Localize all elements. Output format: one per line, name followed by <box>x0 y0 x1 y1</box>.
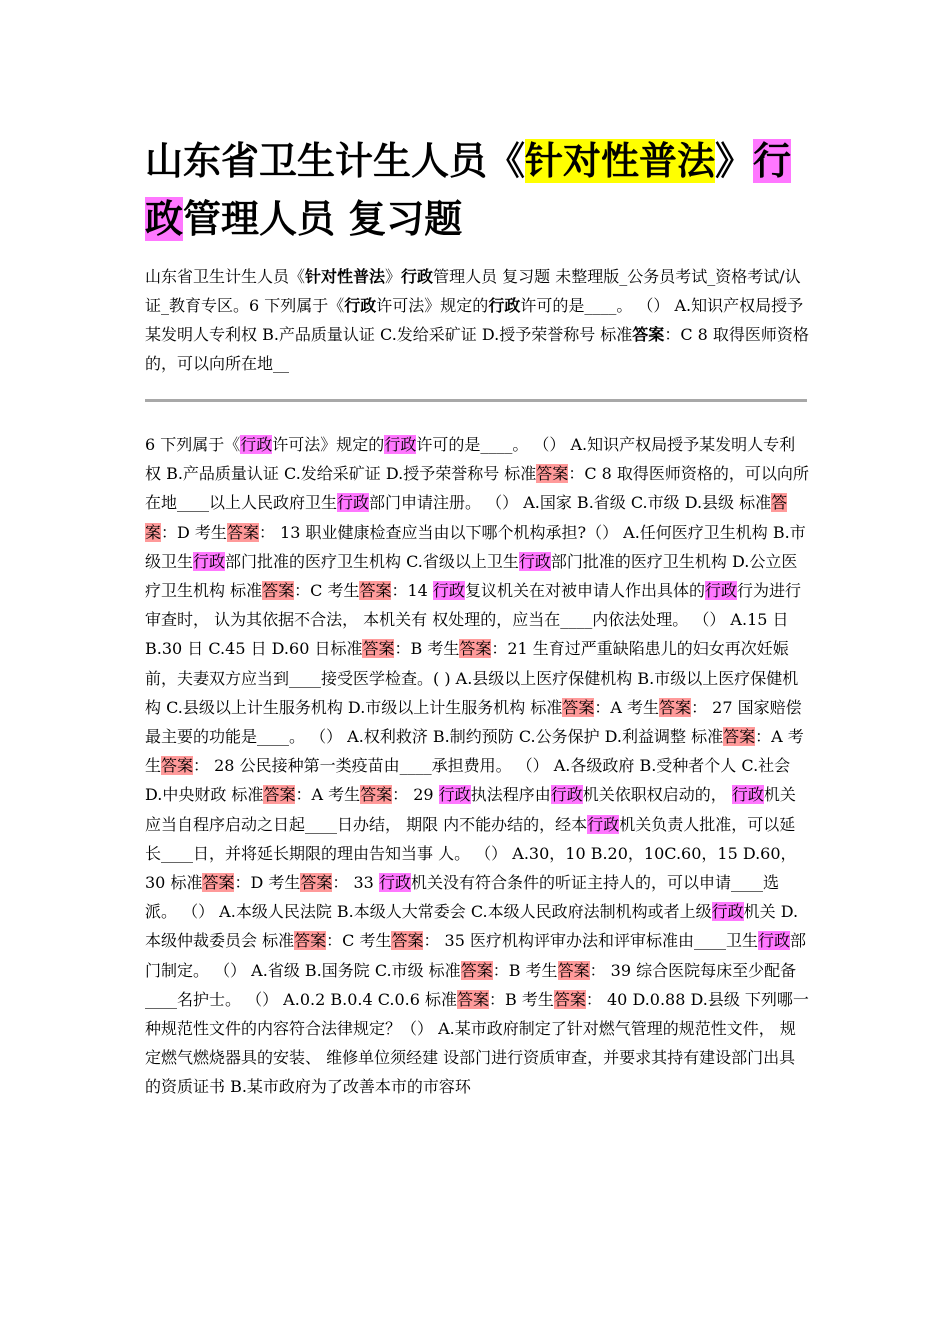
text-run: 部门申请注册。 （） A.国家 B.省级 C.市级 D.县级 标准 <box>369 493 772 513</box>
text-run: ：C 8 取得医师资格的，可以向所在地____以上人民政府卫生 <box>145 464 809 513</box>
text-run: ：C 考生 <box>294 581 360 601</box>
text-run: 6 下列属于《 <box>145 435 241 454</box>
highlight-keyword: 答案 <box>263 785 296 805</box>
highlight-keyword: 行政 <box>704 581 737 601</box>
text-run: ：C 8 取得医师资格的，可以向所在地__ <box>145 325 809 373</box>
text-run: ：D 考生 <box>234 873 301 893</box>
text-run: ：D 考生 <box>161 522 227 542</box>
text-run: 机关负责人批准，可以延长____日，并将延长期限的理由告知当事 人。 （） A.30，10 B.20，10C.60，15 D.60，30 标准 <box>145 814 797 893</box>
highlight-keyword: 答案 <box>360 785 393 805</box>
text-run: 山东省卫生计生人员《 <box>145 267 306 286</box>
text-run: 许可的是____。 （） A.知识产权局授予某发明人专利权 B.产品质量认证 C.发给采矿证 D.授予荣誉称号 标准 <box>145 435 796 484</box>
text-run: ： 33 <box>332 873 379 893</box>
highlight-keyword: 答案 <box>145 493 788 542</box>
highlight-keyword: 答案 <box>294 931 327 951</box>
highlight-keyword: 行政 <box>731 785 764 805</box>
text-run: 执法程序由 <box>470 785 551 805</box>
text-run: 许可法》规定的 <box>272 435 385 454</box>
text-run: ：C 考生 <box>326 931 392 951</box>
document-title <box>145 132 815 248</box>
highlight-keyword: 行政 <box>337 493 370 513</box>
highlight-keyword: 行政 <box>145 139 792 241</box>
highlight-keyword: 行政 <box>193 551 226 571</box>
highlight-keyword: 答案 <box>459 639 492 659</box>
text-run: 机关依职权启动的， <box>582 785 732 805</box>
text-run: 行为进行审查时， 认为其依据不合法， 本机关有 权处理的，应当在____内依法处理。 （） A.15 日 B.30 日 C.45 日 D.60 日标准 <box>145 581 801 659</box>
text-run: 》 <box>715 139 754 183</box>
highlight-keyword: 行政 <box>711 902 744 922</box>
bold-keyword: 行政 <box>401 267 434 286</box>
bold-keyword: 行政 <box>344 296 377 315</box>
highlight-keyword: 行政 <box>518 551 551 571</box>
text-run: ：A 考生 <box>145 727 804 776</box>
highlight-keyword: 答案 <box>562 697 595 717</box>
highlight-keyword: 针对性普法 <box>525 139 716 183</box>
highlight-keyword: 答案 <box>553 989 586 1009</box>
highlight-keyword: 答案 <box>362 639 395 659</box>
highlight-keyword: 行政 <box>438 785 471 805</box>
highlight-keyword: 行政 <box>432 581 465 601</box>
highlight-keyword: 答案 <box>659 697 692 717</box>
highlight-keyword: 行政 <box>240 435 273 454</box>
highlight-keyword: 行政 <box>587 814 620 834</box>
highlight-keyword: 行政 <box>550 785 583 805</box>
text-run: 》 <box>385 267 402 286</box>
text-run: ：14 <box>391 581 433 601</box>
text-run: ： 39 综合医院每床至少配备____名护士。 （） A.0.2 B.0.4 C.0.6 标准 <box>145 960 797 1009</box>
text-run: ： 13 职业健康检查应当由以下哪个机构承担?（） A.任何医疗卫生机构 B.市级卫生 <box>145 522 806 571</box>
highlight-keyword: 行政 <box>384 435 417 454</box>
text-run: 部门制定。 （） A.省级 B.国务院 C.市级 标准 <box>145 931 807 980</box>
text-run: 山东省卫生计生人员《 <box>145 139 526 183</box>
highlight-keyword: 行政 <box>378 873 411 893</box>
text-run: 管理人员 复习题 <box>183 197 463 241</box>
text-run: ： 29 <box>392 785 439 805</box>
highlight-keyword: 答案 <box>161 756 194 776</box>
highlight-keyword: 答案 <box>457 989 490 1009</box>
text-run: ：A 考生 <box>594 697 660 717</box>
highlight-keyword: 答案 <box>262 581 295 601</box>
text-run: ： 35 医疗机构评审办法和评审标准由____卫生 <box>423 931 759 951</box>
text-run: 部门批准的医疗卫生机构 D.公立医疗卫生机构 标准 <box>145 551 798 601</box>
highlight-keyword: 行政 <box>758 931 791 951</box>
text-run: ：21 生育过严重缺陷患儿的妇女再次妊娠前，夫妻双方应当到____接受医学检查。( ) A.县级以上医疗保健机构 B.市级以上医疗保健机构 C.县级以上计生服务机构 D.市级以上计生服务机构 标准 <box>145 639 799 717</box>
highlight-keyword: 答案 <box>202 873 235 893</box>
text-run: 机关应当自程序启动之日起____日办结， 期限 内不能办结的，经本 <box>145 785 796 834</box>
divider-line <box>145 399 807 402</box>
highlight-keyword: 答案 <box>226 522 259 542</box>
highlight-keyword: 答案 <box>460 960 493 980</box>
bold-keyword: 行政 <box>488 296 521 315</box>
highlight-keyword: 答案 <box>723 727 756 747</box>
text-run: 机关没有符合条件的听证主持人的，可以申请____选派。 （） A.本级人民法院 B.本级人大常委会 C.本级人民政府法制机构或者上级 <box>145 873 779 922</box>
text-run: 许可法》规定的 <box>376 296 489 315</box>
text-run: 许可的是____。 （） A.知识产权局授予某发明人专利权 B.产品质量认证 C.发给采矿证 D.授予荣誉称号 标准 <box>145 296 804 344</box>
highlight-keyword: 答案 <box>391 931 424 951</box>
text-run: 复议机关在对被申请人作出具体的 <box>464 581 705 601</box>
highlight-keyword: 答案 <box>536 464 569 484</box>
text-run: ： 27 国家赔偿最主要的功能是____。 （） A.权利救济 B.制约预防 C.公务保护 D.利益调整 标准 <box>145 697 802 747</box>
text-run: ：B 考生 <box>489 989 554 1009</box>
text-run: ：B 考生 <box>394 639 460 659</box>
text-run: ： 28 公民接种第一类疫苗由____承担费用。 （） A.各级政府 B.受种者个人 C.社会 D.中央财政 标准 <box>145 756 791 805</box>
text-run: ：B 考生 <box>492 960 558 980</box>
highlight-keyword: 答案 <box>300 873 333 893</box>
text-run: 管理人员 复习题 未整理版_公务员考试_资格考试/认证_教育专区。6 下列属于《 <box>145 267 801 315</box>
text-run: 机关 D.本级仲裁委员会 标准 <box>145 902 799 951</box>
document-summary <box>145 262 810 378</box>
document-body <box>145 430 810 1102</box>
text-run: ：A 考生 <box>295 785 361 805</box>
text-run: 部门批准的医疗卫生机构 C.省级以上卫生 <box>225 551 519 571</box>
text-run: ： 40 D.0.88 D.县级 下列哪一种规范性文件的内容符合法律规定？（） A.某市政府制定了针对燃气管理的规范性文件， 规定燃气燃烧器具的安装、 维修单位须经建 设部门进行资质审查，并要求其持有建设部门出具的资质证书 B.某市政府为了改善本市的市容环 <box>145 989 809 1097</box>
highlight-keyword: 答案 <box>359 581 392 601</box>
highlight-keyword: 答案 <box>557 960 590 980</box>
bold-keyword: 答案 <box>632 325 665 344</box>
bold-keyword: 针对性普法 <box>305 267 386 286</box>
